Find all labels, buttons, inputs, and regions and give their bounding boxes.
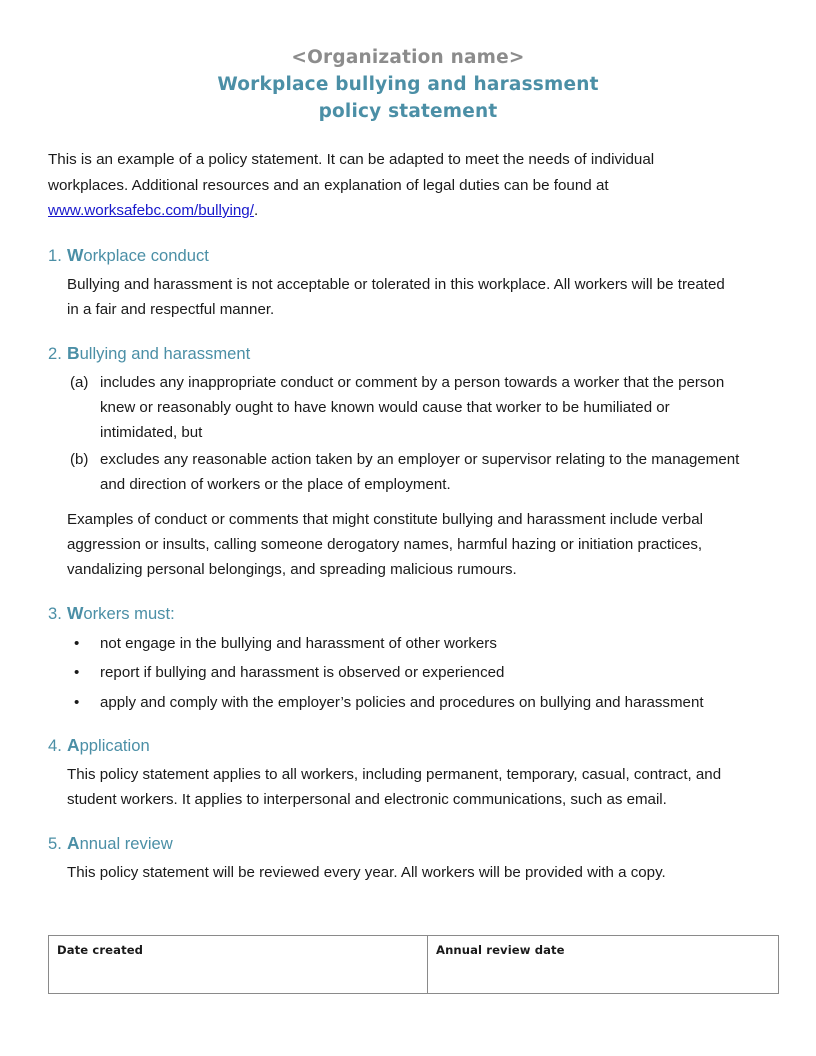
bullet-icon: •	[74, 634, 80, 652]
intro-paragraph	[48, 147, 738, 224]
section-5-number: 5.	[48, 834, 62, 853]
organization-name-placeholder: <Organization name>	[291, 47, 525, 68]
date-created-cell[interactable]: Date created	[49, 936, 428, 994]
section-workplace-conduct	[48, 244, 760, 322]
section-3-heading	[48, 602, 760, 625]
section-1-heading	[48, 244, 760, 267]
section-2-heading	[48, 342, 760, 365]
section-workers-must	[48, 602, 760, 717]
section-1-heading-rest: orkplace conduct	[83, 245, 209, 265]
section-1-number: 1.	[48, 245, 62, 265]
section-3-heading-rest: orkers must:	[83, 603, 175, 623]
section-5-heading-rest: nnual review	[79, 834, 173, 853]
section-5-heading-capital: A	[67, 833, 80, 853]
section-2-paragraph-1: Examples of conduct or comments that might constitute bullying and harassment include verbal aggression or insults, calling someone derogatory names, harmful hazing or initiation practices, vandalizing personal belongings, and spreading malicious rumours.	[67, 510, 703, 578]
list-item-text: includes any inappropriate conduct or comment by a person towards a worker that the person knew or reasonably ought to have known would cause that worker to be humiliated or intimidated, but	[100, 373, 725, 441]
section-4-heading-capital: A	[67, 735, 80, 755]
document-title-line-2: policy statement	[318, 101, 498, 122]
intro-text-before-link: This is an example of a policy statement. It can be adapted to meet the needs of individual workplaces. Additional resources and an explanation of legal duties can be found at	[48, 151, 655, 194]
section-4-heading-rest: pplication	[79, 736, 150, 755]
list-item-text: report if bullying and harassment is observed or experienced	[100, 664, 505, 681]
list-item-text: excludes any reasonable action taken by an employer or supervisor relating to the management and direction of workers or the place of employment.	[100, 450, 740, 493]
list-item-marker: (a)	[70, 373, 89, 391]
section-3-number: 3.	[48, 603, 62, 623]
document-body	[0, 147, 816, 885]
section-4-heading	[48, 734, 760, 757]
annual-review-date-cell[interactable]: Annual review date	[428, 936, 779, 994]
table-row	[49, 936, 779, 994]
document-title-line-1: Workplace bullying and harassment	[217, 74, 599, 95]
list-item-text: apply and comply with the employer’s policies and procedures on bullying and harassment	[100, 693, 704, 711]
list-item-marker: (b)	[70, 450, 89, 468]
section-5-paragraph-1: This policy statement will be reviewed every year. All workers will be provided with a copy.	[67, 864, 666, 881]
section-2-heading-rest: ullying and harassment	[79, 343, 251, 363]
section-application	[48, 734, 760, 812]
bullet-icon: •	[74, 664, 80, 681]
list-item	[48, 659, 740, 687]
section-1-heading-capital: W	[67, 244, 84, 265]
section-bullying-and-harassment	[48, 342, 760, 582]
section-2-number: 2.	[48, 343, 62, 363]
list-item	[48, 370, 750, 445]
section-annual-review	[48, 832, 760, 885]
section-2-heading-capital: B	[67, 342, 80, 363]
list-item	[48, 630, 740, 658]
section-2-lettered-list	[48, 370, 760, 497]
document-header	[0, 0, 816, 125]
section-4-number: 4.	[48, 736, 62, 755]
worksafebc-bullying-link[interactable]: www.worksafebc.com/bullying/	[48, 202, 254, 219]
metadata-table	[48, 935, 779, 994]
list-item	[48, 447, 750, 497]
section-3-heading-capital: W	[67, 602, 84, 623]
section-5-heading	[48, 832, 760, 855]
list-item	[48, 689, 740, 717]
list-item-text: not engage in the bullying and harassment of other workers	[100, 634, 497, 652]
intro-text-after-link: .	[253, 202, 259, 219]
section-3-bullet-list	[48, 630, 760, 717]
section-1-paragraph-1: Bullying and harassment is not acceptable or tolerated in this workplace. All workers will be treated in a fair and respectful manner.	[67, 275, 725, 318]
section-4-paragraph-1: This policy statement applies to all workers, including permanent, temporary, casual, contract, and student workers. It applies to interpersonal and electronic communications, such as email.	[67, 766, 722, 808]
bullet-icon: •	[74, 693, 80, 711]
metadata-table-container	[0, 935, 816, 994]
